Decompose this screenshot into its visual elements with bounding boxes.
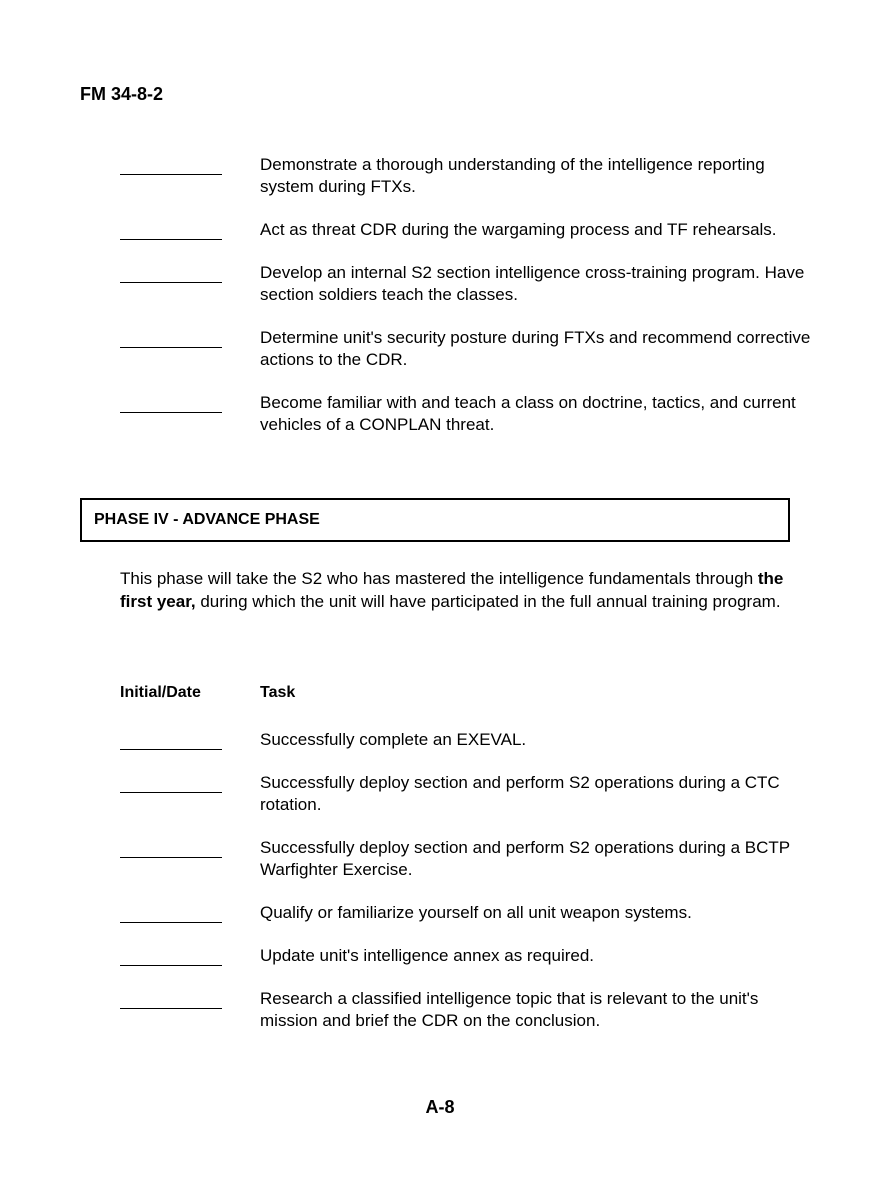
task-text: Successfully complete an EXEVAL. — [260, 730, 527, 749]
task-item — [120, 729, 820, 751]
intro-text-bold: the first year, — [120, 569, 784, 611]
initial-date-blank[interactable] — [120, 1007, 222, 1009]
intro-text-start: This phase will take the S2 who has mastered the intelligence fundamentals through — [120, 569, 758, 588]
task-item — [120, 154, 820, 198]
task-item — [120, 327, 820, 371]
initial-date-blank[interactable] — [120, 346, 222, 348]
task-item — [120, 392, 820, 436]
task-text: Demonstrate a thorough understanding of the intelligence reporting system during FTXs. — [260, 155, 765, 196]
task-item — [120, 902, 820, 924]
task-text: Successfully deploy section and perform S2 operations during a BCTP Warfighter Exercise. — [260, 838, 790, 879]
task-item — [120, 772, 820, 816]
phase-title: PHASE IV - ADVANCE PHASE — [94, 511, 320, 528]
phase-heading-box — [80, 498, 790, 542]
task-item — [120, 837, 820, 881]
task-text: Determine unit's security posture during FTXs and recommend corrective actions to the CDR. — [260, 328, 811, 369]
document-id: FM 34-8-2 — [80, 84, 164, 104]
phase-intro-paragraph — [120, 567, 810, 613]
task-header: Task — [260, 684, 296, 701]
task-text: Become familiar with and teach a class on doctrine, tactics, and current vehicles of a CONPLAN threat. — [260, 393, 796, 434]
task-item — [120, 945, 820, 967]
initial-date-blank[interactable] — [120, 281, 222, 283]
initial-date-blank[interactable] — [120, 238, 222, 240]
task-text: Successfully deploy section and perform S2 operations during a CTC rotation. — [260, 773, 780, 814]
initial-date-blank[interactable] — [120, 964, 222, 966]
intro-text-end: during which the unit will have participated in the full annual training program. — [195, 592, 781, 611]
task-item — [120, 262, 820, 306]
initial-date-header: Initial/Date — [120, 684, 201, 701]
initial-date-blank[interactable] — [120, 173, 222, 175]
task-text: Act as threat CDR during the wargaming process and TF rehearsals. — [260, 220, 777, 239]
task-text: Qualify or familiarize yourself on all unit weapon systems. — [260, 903, 692, 922]
page-number: A-8 — [425, 1097, 455, 1117]
task-item — [120, 219, 820, 241]
initial-date-blank[interactable] — [120, 856, 222, 858]
task-list-top — [120, 154, 820, 457]
task-item — [120, 988, 820, 1032]
initial-date-blank[interactable] — [120, 411, 222, 413]
initial-date-blank[interactable] — [120, 748, 222, 750]
task-text: Develop an internal S2 section intelligence cross-training program. Have section soldiers teach the classes. — [260, 263, 805, 304]
initial-date-blank[interactable] — [120, 921, 222, 923]
initial-date-blank[interactable] — [120, 791, 222, 793]
task-text: Research a classified intelligence topic that is relevant to the unit's mission and brief the CDR on the conclusion. — [260, 989, 759, 1030]
task-list-bottom — [120, 729, 820, 1053]
task-text: Update unit's intelligence annex as required. — [260, 946, 595, 965]
